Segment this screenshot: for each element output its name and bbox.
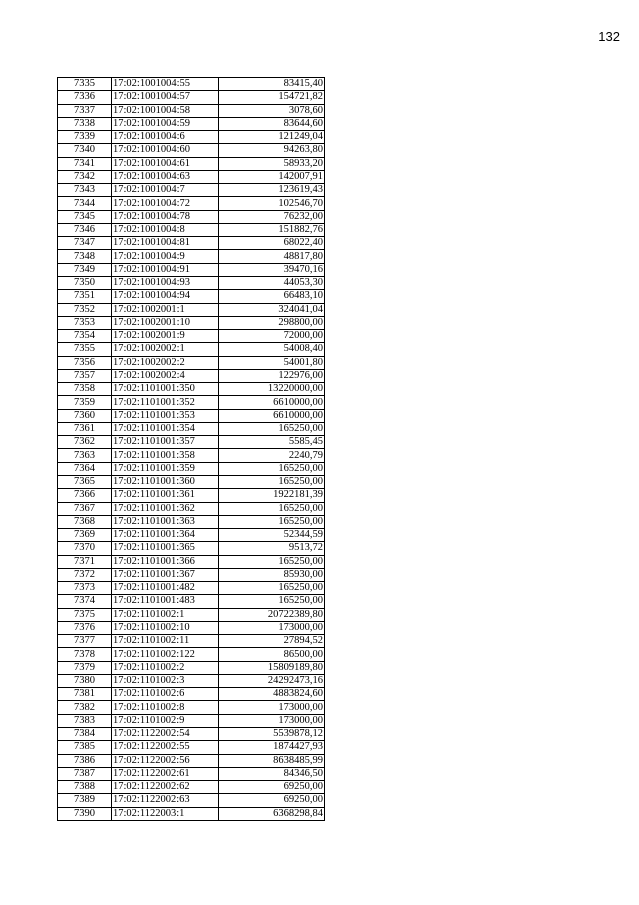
row-number-cell: 7364: [58, 462, 112, 475]
value-cell: 2240,79: [219, 449, 325, 462]
cadastral-number-cell: 17:02:1001004:78: [112, 210, 219, 223]
cadastral-number-cell: 17:02:1001004:61: [112, 157, 219, 170]
cadastral-number-cell: 17:02:1002002:1: [112, 343, 219, 356]
value-cell: 76232,00: [219, 210, 325, 223]
table-row: [58, 170, 325, 183]
table-row: [58, 728, 325, 741]
table-row: [58, 409, 325, 422]
table-row: [58, 515, 325, 528]
cadastral-number-cell: 17:02:1101002:3: [112, 674, 219, 687]
cadastral-number-cell: 17:02:1101002:2: [112, 661, 219, 674]
value-cell: 1874427,93: [219, 741, 325, 754]
table-row: [58, 383, 325, 396]
cadastral-number-cell: 17:02:1001004:7: [112, 184, 219, 197]
table-row: [58, 330, 325, 343]
value-cell: 324041,04: [219, 303, 325, 316]
table-row: [58, 714, 325, 727]
value-cell: 165250,00: [219, 475, 325, 488]
row-number-cell: 7339: [58, 131, 112, 144]
cadastral-number-cell: 17:02:1101001:365: [112, 542, 219, 555]
row-number-cell: 7387: [58, 767, 112, 780]
row-number-cell: 7362: [58, 436, 112, 449]
row-number-cell: 7357: [58, 369, 112, 382]
table-row: [58, 475, 325, 488]
cadastral-number-cell: 17:02:1101001:352: [112, 396, 219, 409]
cadastral-number-cell: 17:02:1001004:94: [112, 290, 219, 303]
cadastral-number-cell: 17:02:1001004:8: [112, 223, 219, 236]
cadastral-number-cell: 17:02:1001004:60: [112, 144, 219, 157]
cadastral-number-cell: 17:02:1001004:93: [112, 276, 219, 289]
row-number-cell: 7373: [58, 582, 112, 595]
cadastral-number-cell: 17:02:1001004:72: [112, 197, 219, 210]
table-row: [58, 542, 325, 555]
table-row: [58, 661, 325, 674]
table-row: [58, 223, 325, 236]
cadastral-number-cell: 17:02:1002001:10: [112, 316, 219, 329]
table-row: [58, 767, 325, 780]
table-row: [58, 369, 325, 382]
cadastral-number-cell: 17:02:1101002:10: [112, 621, 219, 634]
value-cell: 9513,72: [219, 542, 325, 555]
value-cell: 24292473,16: [219, 674, 325, 687]
cadastral-number-cell: 17:02:1101001:354: [112, 422, 219, 435]
value-cell: 6610000,00: [219, 396, 325, 409]
table-row: [58, 807, 325, 820]
table-row: [58, 701, 325, 714]
cadastral-number-cell: 17:02:1001004:59: [112, 117, 219, 130]
table-row: [58, 555, 325, 568]
row-number-cell: 7379: [58, 661, 112, 674]
value-cell: 165250,00: [219, 502, 325, 515]
value-cell: 48817,80: [219, 250, 325, 263]
row-number-cell: 7355: [58, 343, 112, 356]
table-row: [58, 78, 325, 91]
row-number-cell: 7349: [58, 263, 112, 276]
value-cell: 122976,00: [219, 369, 325, 382]
row-number-cell: 7353: [58, 316, 112, 329]
table-row: [58, 290, 325, 303]
cadastral-number-cell: 17:02:1122002:62: [112, 781, 219, 794]
value-cell: 85930,00: [219, 568, 325, 581]
table-row: [58, 674, 325, 687]
row-number-cell: 7384: [58, 728, 112, 741]
cadastral-number-cell: 17:02:1122002:61: [112, 767, 219, 780]
cadastral-number-cell: 17:02:1101001:367: [112, 568, 219, 581]
table-row: [58, 91, 325, 104]
table-row: [58, 104, 325, 117]
row-number-cell: 7374: [58, 595, 112, 608]
cadastral-number-cell: 17:02:1101001:483: [112, 595, 219, 608]
cadastral-number-cell: 17:02:1101002:9: [112, 714, 219, 727]
cadastral-number-cell: 17:02:1001004:58: [112, 104, 219, 117]
row-number-cell: 7370: [58, 542, 112, 555]
row-number-cell: 7383: [58, 714, 112, 727]
cadastral-number-cell: 17:02:1001004:63: [112, 170, 219, 183]
row-number-cell: 7354: [58, 330, 112, 343]
table-row: [58, 449, 325, 462]
row-number-cell: 7378: [58, 648, 112, 661]
row-number-cell: 7347: [58, 237, 112, 250]
table-row: [58, 210, 325, 223]
cadastral-number-cell: 17:02:1101001:357: [112, 436, 219, 449]
row-number-cell: 7359: [58, 396, 112, 409]
row-number-cell: 7372: [58, 568, 112, 581]
table-row: [58, 741, 325, 754]
cadastral-number-cell: 17:02:1101002:122: [112, 648, 219, 661]
table-row: [58, 250, 325, 263]
row-number-cell: 7371: [58, 555, 112, 568]
row-number-cell: 7340: [58, 144, 112, 157]
table-row: [58, 157, 325, 170]
value-cell: 154721,82: [219, 91, 325, 104]
value-cell: 54001,80: [219, 356, 325, 369]
table-row: [58, 436, 325, 449]
row-number-cell: 7361: [58, 422, 112, 435]
row-number-cell: 7350: [58, 276, 112, 289]
table-row: [58, 197, 325, 210]
row-number-cell: 7388: [58, 781, 112, 794]
table-row: [58, 462, 325, 475]
value-cell: 20722389,80: [219, 608, 325, 621]
value-cell: 5585,45: [219, 436, 325, 449]
value-cell: 44053,30: [219, 276, 325, 289]
row-number-cell: 7336: [58, 91, 112, 104]
row-number-cell: 7345: [58, 210, 112, 223]
table-row: [58, 608, 325, 621]
row-number-cell: 7343: [58, 184, 112, 197]
cadastral-number-cell: 17:02:1001004:6: [112, 131, 219, 144]
cadastral-number-cell: 17:02:1101001:360: [112, 475, 219, 488]
row-number-cell: 7335: [58, 78, 112, 91]
row-number-cell: 7342: [58, 170, 112, 183]
cadastral-number-cell: 17:02:1101001:363: [112, 515, 219, 528]
table-row: [58, 343, 325, 356]
table-row: [58, 648, 325, 661]
page-number: 132: [598, 29, 620, 44]
value-cell: 173000,00: [219, 701, 325, 714]
value-cell: 83644,60: [219, 117, 325, 130]
table-row: [58, 568, 325, 581]
row-number-cell: 7348: [58, 250, 112, 263]
row-number-cell: 7351: [58, 290, 112, 303]
cadastral-number-cell: 17:02:1101001:366: [112, 555, 219, 568]
table-row: [58, 688, 325, 701]
row-number-cell: 7377: [58, 635, 112, 648]
table-row: [58, 184, 325, 197]
value-cell: 27894,52: [219, 635, 325, 648]
row-number-cell: 7360: [58, 409, 112, 422]
cadastral-number-cell: 17:02:1122002:55: [112, 741, 219, 754]
value-cell: 165250,00: [219, 582, 325, 595]
value-cell: 39470,16: [219, 263, 325, 276]
value-cell: 123619,43: [219, 184, 325, 197]
table-row: [58, 237, 325, 250]
value-cell: 94263,80: [219, 144, 325, 157]
row-number-cell: 7344: [58, 197, 112, 210]
row-number-cell: 7382: [58, 701, 112, 714]
cadastral-number-cell: 17:02:1002001:9: [112, 330, 219, 343]
value-cell: 52344,59: [219, 529, 325, 542]
row-number-cell: 7356: [58, 356, 112, 369]
cadastral-number-cell: 17:02:1101002:11: [112, 635, 219, 648]
value-cell: 54008,40: [219, 343, 325, 356]
cadastral-number-cell: 17:02:1101001:362: [112, 502, 219, 515]
cadastral-number-cell: 17:02:1101001:358: [112, 449, 219, 462]
table-row: [58, 621, 325, 634]
value-cell: 142007,91: [219, 170, 325, 183]
table-body: [58, 78, 325, 821]
value-cell: 6610000,00: [219, 409, 325, 422]
table-row: [58, 117, 325, 130]
cadastral-number-cell: 17:02:1101001:353: [112, 409, 219, 422]
cadastral-number-cell: 17:02:1101001:361: [112, 489, 219, 502]
value-cell: 5539878,12: [219, 728, 325, 741]
cadastral-number-cell: 17:02:1122002:56: [112, 754, 219, 767]
value-cell: 66483,10: [219, 290, 325, 303]
table-row: [58, 595, 325, 608]
row-number-cell: 7376: [58, 621, 112, 634]
row-number-cell: 7366: [58, 489, 112, 502]
value-cell: 3078,60: [219, 104, 325, 117]
value-cell: 165250,00: [219, 515, 325, 528]
row-number-cell: 7368: [58, 515, 112, 528]
value-cell: 4883824,60: [219, 688, 325, 701]
table-row: [58, 276, 325, 289]
cadastral-number-cell: 17:02:1122003:1: [112, 807, 219, 820]
table-row: [58, 502, 325, 515]
row-number-cell: 7338: [58, 117, 112, 130]
table-row: [58, 781, 325, 794]
value-cell: 84346,50: [219, 767, 325, 780]
value-cell: 165250,00: [219, 555, 325, 568]
table-row: [58, 582, 325, 595]
cadastral-number-cell: 17:02:1101002:1: [112, 608, 219, 621]
row-number-cell: 7375: [58, 608, 112, 621]
table-row: [58, 131, 325, 144]
value-cell: 173000,00: [219, 621, 325, 634]
row-number-cell: 7363: [58, 449, 112, 462]
cadastral-number-cell: 17:02:1002001:1: [112, 303, 219, 316]
cadastral-number-cell: 17:02:1002002:4: [112, 369, 219, 382]
table-row: [58, 144, 325, 157]
value-cell: 102546,70: [219, 197, 325, 210]
table-row: [58, 356, 325, 369]
table-row: [58, 316, 325, 329]
cadastral-number-cell: 17:02:1001004:81: [112, 237, 219, 250]
row-number-cell: 7337: [58, 104, 112, 117]
row-number-cell: 7365: [58, 475, 112, 488]
cadastral-number-cell: 17:02:1122002:54: [112, 728, 219, 741]
row-number-cell: 7385: [58, 741, 112, 754]
row-number-cell: 7389: [58, 794, 112, 807]
value-cell: 298800,00: [219, 316, 325, 329]
cadastral-number-cell: 17:02:1101001:359: [112, 462, 219, 475]
row-number-cell: 7358: [58, 383, 112, 396]
value-cell: 83415,40: [219, 78, 325, 91]
value-cell: 6368298,84: [219, 807, 325, 820]
table-row: [58, 529, 325, 542]
value-cell: 86500,00: [219, 648, 325, 661]
value-cell: 13220000,00: [219, 383, 325, 396]
value-cell: 173000,00: [219, 714, 325, 727]
cadastral-number-cell: 17:02:1001004:57: [112, 91, 219, 104]
value-cell: 69250,00: [219, 794, 325, 807]
row-number-cell: 7386: [58, 754, 112, 767]
value-cell: 165250,00: [219, 595, 325, 608]
row-number-cell: 7367: [58, 502, 112, 515]
value-cell: 69250,00: [219, 781, 325, 794]
table-row: [58, 754, 325, 767]
cadastral-number-cell: 17:02:1101001:482: [112, 582, 219, 595]
value-cell: 15809189,80: [219, 661, 325, 674]
cadastral-number-cell: 17:02:1101002:6: [112, 688, 219, 701]
table-row: [58, 794, 325, 807]
cadastral-number-cell: 17:02:1001004:9: [112, 250, 219, 263]
cadastral-number-cell: 17:02:1101002:8: [112, 701, 219, 714]
value-cell: 165250,00: [219, 422, 325, 435]
row-number-cell: 7341: [58, 157, 112, 170]
table-row: [58, 635, 325, 648]
cadastral-number-cell: 17:02:1101001:350: [112, 383, 219, 396]
value-cell: 151882,76: [219, 223, 325, 236]
table-row: [58, 396, 325, 409]
row-number-cell: 7352: [58, 303, 112, 316]
row-number-cell: 7390: [58, 807, 112, 820]
table-row: [58, 303, 325, 316]
cadastral-value-table: [57, 77, 325, 821]
cadastral-number-cell: 17:02:1001004:91: [112, 263, 219, 276]
value-cell: 68022,40: [219, 237, 325, 250]
table-row: [58, 422, 325, 435]
cadastral-number-cell: 17:02:1101001:364: [112, 529, 219, 542]
row-number-cell: 7369: [58, 529, 112, 542]
value-cell: 165250,00: [219, 462, 325, 475]
row-number-cell: 7346: [58, 223, 112, 236]
row-number-cell: 7381: [58, 688, 112, 701]
value-cell: 8638485,99: [219, 754, 325, 767]
table-row: [58, 263, 325, 276]
value-cell: 72000,00: [219, 330, 325, 343]
value-cell: 121249,04: [219, 131, 325, 144]
row-number-cell: 7380: [58, 674, 112, 687]
table-row: [58, 489, 325, 502]
cadastral-number-cell: 17:02:1122002:63: [112, 794, 219, 807]
value-cell: 58933,20: [219, 157, 325, 170]
cadastral-number-cell: 17:02:1002002:2: [112, 356, 219, 369]
cadastral-number-cell: 17:02:1001004:55: [112, 78, 219, 91]
value-cell: 1922181,39: [219, 489, 325, 502]
